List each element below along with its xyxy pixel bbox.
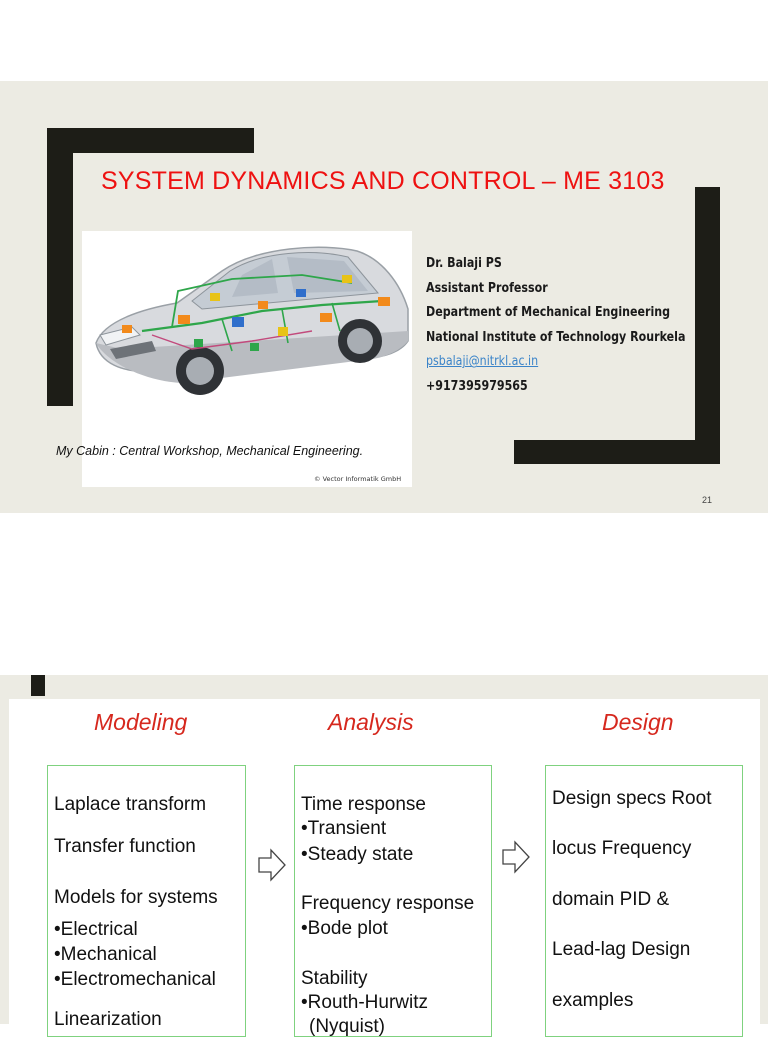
frame-bar-right bbox=[695, 187, 720, 464]
list-item: examples bbox=[552, 990, 634, 1011]
course-overview-slide bbox=[0, 675, 768, 1037]
modeling-title: Modeling bbox=[94, 709, 188, 735]
presenter-phone: +917395979565 bbox=[426, 377, 528, 394]
list-item: •Bode plot bbox=[301, 918, 388, 939]
presenter-info bbox=[426, 251, 685, 399]
title-slide bbox=[0, 81, 768, 513]
overview-diagram bbox=[9, 699, 760, 1037]
frame-bar-top-left bbox=[47, 128, 254, 153]
list-item: locus Frequency bbox=[552, 838, 692, 859]
cabin-location: My Cabin : Central Workshop, Mechanical Engineering. bbox=[56, 444, 364, 458]
list-item: •Steady state bbox=[301, 844, 414, 865]
presenter-institute: National Institute of Technology Rourkela bbox=[426, 328, 686, 345]
slide-number: 21 bbox=[702, 495, 713, 505]
list-item: (Nyquist) bbox=[309, 1016, 386, 1037]
list-item: •Electromechanical bbox=[54, 969, 216, 990]
slide-title: SYSTEM DYNAMICS AND CONTROL – ME 3103 bbox=[101, 167, 665, 195]
list-item: •Mechanical bbox=[54, 944, 157, 965]
list-item: •Routh-Hurwitz bbox=[301, 992, 429, 1013]
design-title: Design bbox=[602, 709, 674, 735]
list-item: Laplace transform bbox=[54, 794, 207, 815]
presenter-position: Assistant Professor bbox=[426, 279, 548, 296]
list-item: Frequency response bbox=[301, 893, 475, 914]
modeling-box bbox=[47, 765, 246, 1037]
analysis-box bbox=[294, 765, 492, 1037]
list-item: Lead-lag Design bbox=[552, 939, 691, 960]
list-item: Transfer function bbox=[54, 836, 196, 857]
list-item: Design specs Root bbox=[552, 788, 712, 809]
frame-bar-bottom-right bbox=[514, 440, 720, 464]
list-item: domain PID & bbox=[552, 889, 670, 910]
arrow-right-icon bbox=[501, 839, 531, 875]
frame-bar-left bbox=[47, 128, 73, 406]
list-item: Stability bbox=[301, 968, 368, 989]
list-item: Linearization bbox=[54, 1009, 162, 1030]
slide-accent-bar bbox=[31, 675, 45, 696]
design-box bbox=[545, 765, 743, 1037]
image-caption: © Vector Informatik GmbH bbox=[314, 475, 402, 483]
list-item: •Electrical bbox=[54, 919, 138, 940]
list-item: Models for systems bbox=[54, 887, 218, 908]
list-item: Time response bbox=[301, 794, 426, 815]
presenter-name: Dr. Balaji PS bbox=[426, 255, 502, 271]
analysis-title: Analysis bbox=[328, 709, 414, 735]
list-item: •Transient bbox=[301, 818, 387, 839]
email-link[interactable]: psbalaji@nitrkl.ac.in bbox=[426, 353, 539, 370]
presenter-department: Department of Mechanical Engineering bbox=[426, 304, 671, 321]
arrow-right-icon bbox=[257, 847, 287, 883]
